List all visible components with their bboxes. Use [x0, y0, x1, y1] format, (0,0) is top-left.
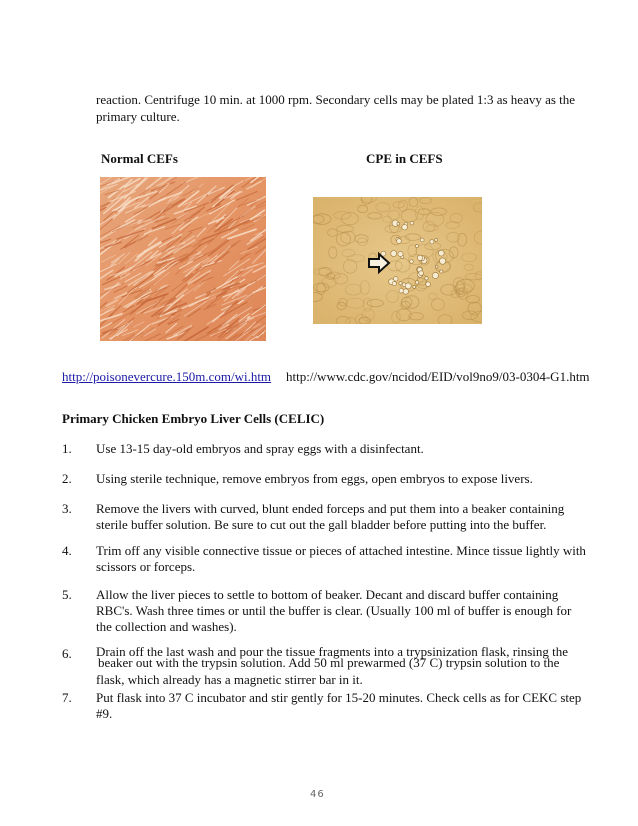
step-4-text-line-2: scissors or forceps. [96, 559, 196, 574]
intro-line-1: reaction. Centrifuge 10 min. at 1000 rpm. Secondary cells may be plated 1:3 as heavy as the [96, 92, 576, 107]
step-1-number: 1. [62, 441, 72, 456]
step-6-text-line-2: beaker out with the trypsin solution. Add 50 ml prewarmed (37 C) trypsin solution to the [98, 655, 560, 670]
step-2-text-line-1: Using sterile technique, remove embryos from eggs, open embryos to expose livers. [96, 471, 533, 486]
step-4-number: 4. [62, 543, 72, 558]
step-6-number: 6. [62, 646, 72, 661]
left-source-link[interactable]: http://poisonevercure.150m.com/wi.htm [62, 369, 272, 384]
step-5-number: 5. [62, 587, 72, 602]
step-6-text-line-1: Drain off the last wash and pour the tissue fragments into a trypsinization flask, rinsing the [96, 644, 568, 659]
cpe-in-cefs-image [313, 197, 482, 324]
section-title: Primary Chicken Embryo Liver Cells (CELIC) [62, 411, 325, 426]
step-6-text-line-3: flask, which already has a magnetic stirrer bar in it. [96, 672, 363, 687]
step-4-text-line-1: Trim off any visible connective tissue or pieces of attached intestine. Mince tissue lightly with [96, 543, 586, 558]
intro-line-2: primary culture. [96, 109, 180, 124]
step-1-text-line-1: Use 13-15 day-old embryos and spray eggs with a disinfectant. [96, 441, 424, 456]
figure-right-title: CPE in CEFS [366, 151, 443, 166]
step-5-text-line-3: the collection and washes). [96, 619, 237, 634]
step-3-number: 3. [62, 501, 72, 516]
right-source-text: http://www.cdc.gov/ncidod/EID/vol9no9/03-0304-G1.htm [286, 369, 590, 384]
step-5-text-line-1: Allow the liver pieces to settle to bottom of beaker. Decant and discard buffer containing [96, 587, 559, 602]
step-7-text-line-1: Put flask into 37 C incubator and stir gently for 15-20 minutes. Check cells as for CEKC step [96, 690, 582, 705]
step-7-number: 7. [62, 690, 72, 705]
step-2-number: 2. [62, 471, 72, 486]
normal-cefs-image [100, 177, 266, 341]
step-7-text-line-2: #9. [96, 706, 113, 721]
step-3-text-line-2: sterile buffer solution. Be sure to cut out the gall bladder before putting into the buffer. [96, 517, 547, 532]
page-number: 46 [310, 789, 325, 800]
step-3-text-line-1: Remove the livers with curved, blunt ended forceps and put them into a beaker containing [96, 501, 565, 516]
figure-left-title: Normal CEFs [101, 151, 178, 166]
step-5-text-line-2: RBC's. Wash three times or until the buffer is clear. (Usually 100 ml of buffer is enough for [96, 603, 572, 618]
